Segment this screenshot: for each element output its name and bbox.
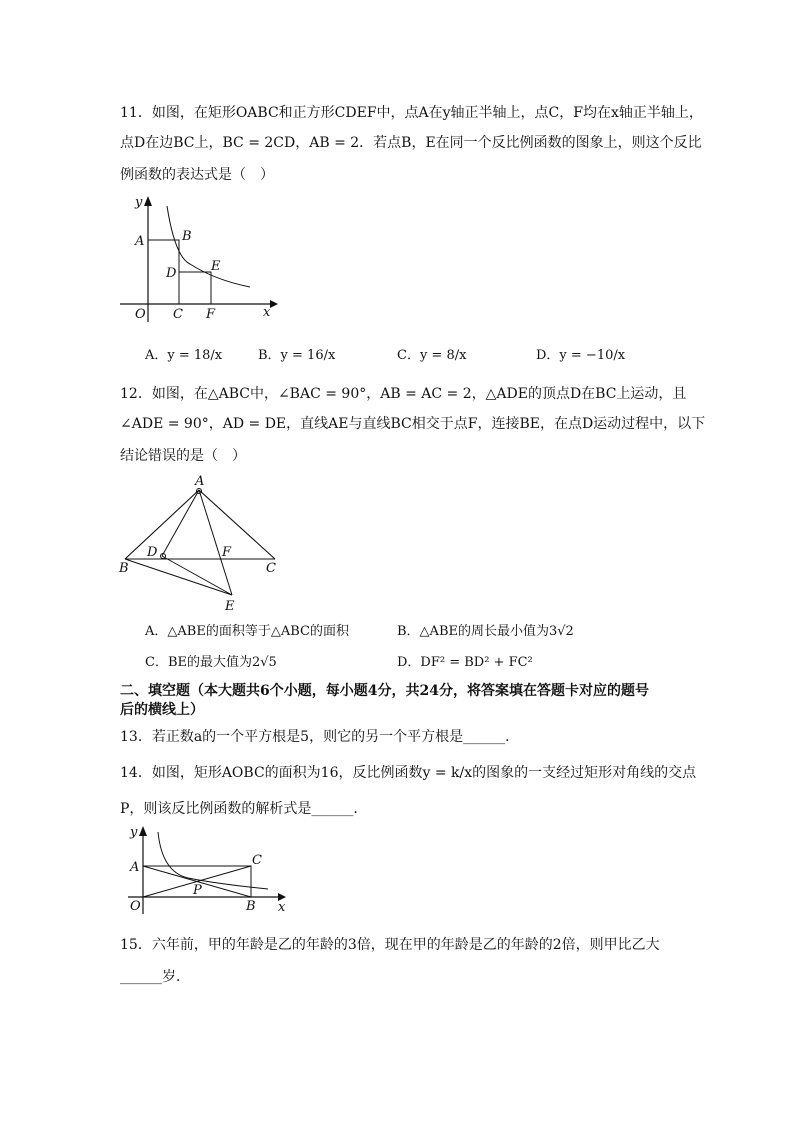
q14-label-o: O bbox=[130, 899, 141, 914]
q13-text: 13．若正数a的一个平方根是5，则它的另一个平方根是______． bbox=[120, 729, 520, 745]
q12-label-e: E bbox=[225, 599, 235, 614]
q11-label-c: C bbox=[173, 307, 183, 322]
q12-label-f: F bbox=[222, 545, 232, 560]
q11-option-a[interactable]: A．y = 18/x bbox=[145, 348, 223, 363]
q12-option-b[interactable]: B．△ABE的周长最小值为3√2 bbox=[397, 624, 574, 639]
q12-label-b: B bbox=[119, 561, 129, 576]
q11-text-line-3: 例函数的表达式是（ ） bbox=[120, 167, 274, 183]
q14-label-a: A bbox=[130, 860, 140, 875]
q11-label-o: O bbox=[135, 307, 146, 322]
q12-text-line-3: 结论错误的是（ ） bbox=[120, 448, 246, 464]
q11-label-a: A bbox=[135, 234, 145, 249]
q11-label-d: D bbox=[166, 266, 177, 281]
q11-text-line-1: 11．如图，在矩形OABC和正方形CDEF中，点A在y轴正半轴上，点C，F均在x轴正半轴上， bbox=[120, 105, 703, 121]
q12-label-a: A bbox=[195, 474, 205, 489]
q12-option-d[interactable]: D．DF² = BD² + FC² bbox=[397, 655, 533, 670]
q11-y-axis-label: y bbox=[135, 195, 143, 210]
q11-text-line-2: 点D在边BC上，BC = 2CD，AB = 2．若点B，E在同一个反比例函数的图象上，则这个反比 bbox=[120, 135, 702, 151]
q11-label-b: B bbox=[182, 229, 192, 244]
q14-x-axis-label: x bbox=[278, 900, 286, 915]
q14-label-c: C bbox=[252, 853, 262, 868]
q12-option-c[interactable]: C．BE的最大值为2√5 bbox=[145, 655, 277, 670]
q11-option-d[interactable]: D．y = −10/x bbox=[536, 348, 626, 363]
q11-label-e: E bbox=[211, 259, 221, 274]
q12-text-line-1: 12．如图，在△ABC中，∠BAC = 90°，AB = AC = 2，△ADE的顶点D在BC上运动，且 bbox=[120, 386, 687, 402]
q12-label-d: D bbox=[147, 545, 158, 560]
q14-figure bbox=[118, 822, 293, 917]
section-2-heading-line-2: 后的横线上） bbox=[120, 702, 204, 718]
q12-option-a[interactable]: A．△ABE的面积等于△ABC的面积 bbox=[145, 624, 349, 639]
q11-x-axis-label: x bbox=[263, 305, 271, 320]
q15-text-line-1: 15．六年前，甲的年龄是乙的年龄的3倍，现在甲的年龄是乙的年龄的2倍，则甲比乙大 bbox=[120, 937, 660, 953]
q15-text-line-2: ______岁． bbox=[120, 969, 190, 985]
q11-label-f: F bbox=[206, 307, 216, 322]
q12-text-line-2: ∠ADE = 90°，AD = DE，直线AE与直线BC相交于点F，连接BE，在点D运动过程中，以下 bbox=[120, 416, 706, 432]
q14-label-p: P bbox=[193, 883, 202, 898]
q14-label-b: B bbox=[246, 899, 256, 914]
section-2-heading-line-1: 二、填空题（本大题共6个小题，每小题4分，共24分，将答案填在答题卡对应的题号 bbox=[120, 683, 649, 699]
q11-option-c[interactable]: C．y = 8/x bbox=[397, 348, 467, 363]
q12-figure bbox=[115, 470, 290, 618]
q14-text-line-2: P，则该反比例函数的解析式是______． bbox=[120, 801, 368, 817]
q14-text-line-1: 14．如图，矩形AOBC的面积为16，反比例函数y = k/x的图象的一支经过矩形对角线的交点 bbox=[120, 765, 697, 781]
q14-y-axis-label: y bbox=[130, 825, 138, 840]
q12-label-c: C bbox=[266, 561, 276, 576]
q11-figure bbox=[115, 192, 285, 327]
q11-option-b[interactable]: B．y = 16/x bbox=[258, 348, 336, 363]
